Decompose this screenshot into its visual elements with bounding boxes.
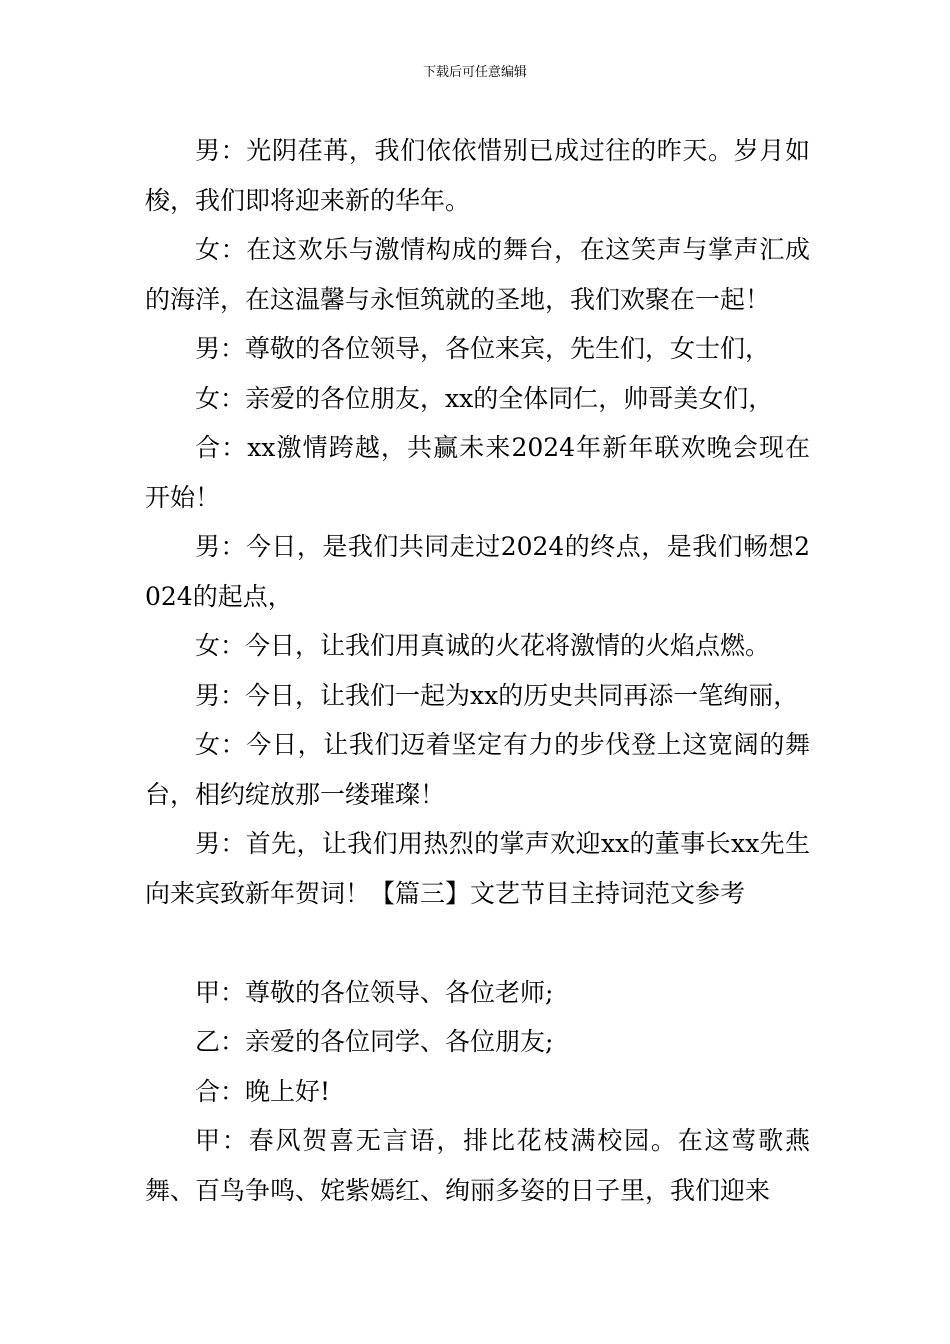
paragraph: 乙：亲爱的各位同学、各位朋友; — [195, 1027, 554, 1056]
page-header-note: 下载后可任意编辑 — [422, 65, 527, 80]
paragraph: 女：今日，让我们迈着坚定有力的步伐登上这宽阔的舞台，相约绽放那一缕璀璨！ — [145, 730, 810, 809]
paragraph: 男：首先，让我们用热烈的掌声欢迎xx的董事长xx先生向来宾致新年贺词！【篇三】文艺节目主持词范文参考 — [145, 829, 810, 908]
paragraph: 女：在这欢乐与激情构成的舞台，在这笑声与掌声汇成的海洋，在这温馨与永恒筑就的圣地，我们欢聚在一起！ — [145, 235, 810, 314]
paragraph: 合：xx激情跨越，共赢未来2024年新年联欢晚会现在开始！ — [145, 433, 810, 512]
blank-line — [145, 918, 810, 968]
paragraph: 甲：尊敬的各位领导、各位老师; — [195, 977, 554, 1007]
paragraph: 男：尊敬的各位领导，各位来宾，先生们，女士们， — [195, 334, 771, 363]
paragraph: 合：晚上好! — [195, 1076, 331, 1106]
document-body — [145, 126, 810, 1215]
paragraph: 男：今日，让我们一起为xx的历史共同再添一笔绚丽， — [195, 680, 799, 710]
paragraph: 甲：春风贺喜无言语，排比花枝满校园。在这莺歌燕舞、百鸟争鸣、姹紫嫣红、绚丽多姿的日子里，我们迎来 — [145, 1126, 810, 1205]
paragraph: 女：亲爱的各位朋友，xx的全体同仁，帅哥美女们， — [195, 383, 774, 413]
paragraph: 男：光阴荏苒，我们依依惜别已成过往的昨天。岁月如梭，我们即将迎来新的华年。 — [145, 136, 810, 215]
paragraph: 男：今日，是我们共同走过2024的终点，是我们畅想2024的起点， — [145, 532, 810, 611]
paragraph: 女：今日，让我们用真诚的火花将激情的火焰点燃。 — [195, 631, 771, 660]
